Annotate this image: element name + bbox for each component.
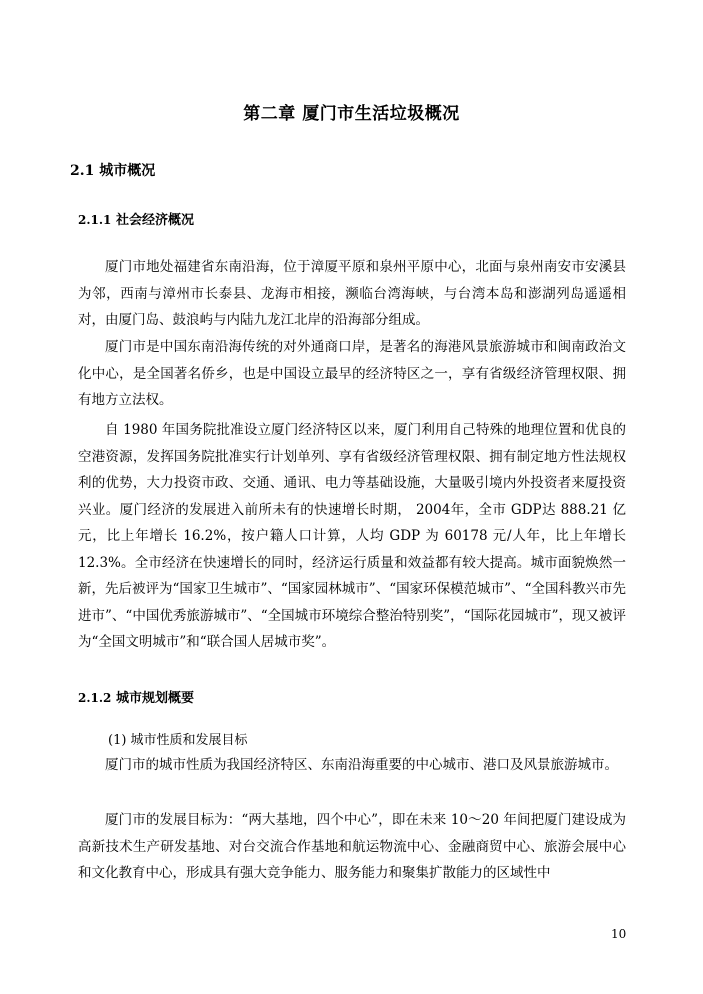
subsection-title: 社会经济概况 — [115, 213, 194, 228]
subsection-title: 城市规划概要 — [115, 691, 194, 706]
paragraph: 厦门市是中国东南沿海传统的对外通商口岸，是著名的海港风景旅游城市和闽南政治文化中心，是全国著名侨乡，也是中国设立最早的经济特区之一，享有省级经济管理权限、拥有地方立法权。 — [78, 339, 626, 408]
paragraph: 厦门市的城市性质为我国经济特区、东南沿海重要的中心城市、港口及风景旅游城市。 — [105, 757, 618, 773]
section-title: 城市概况 — [99, 163, 156, 179]
paragraph: 厦门市的发展目标为：“两大基地，四个中心”，即在未来 10～20 年间把厦门建设成为高新技术生产研发基地、对台交流合作基地和航运物流中心、金融商贸中心、旅游会展中心和文化教育中心，形成具有强大竞争能力、服务能力和聚集扩散能力的区域性中 — [78, 812, 626, 881]
paragraph: 厦门市地处福建省东南沿海，位于漳厦平原和泉州平原中心，北面与泉州南安市安溪县为邻，西南与漳州市长泰县、龙海市相接，濒临台湾海峡，与台湾本岛和澎湖列岛遥遥相对，由厦门岛、鼓浪屿与内陆九龙江北岸的沿海部分组成。 — [78, 259, 626, 328]
page-number: 10 — [611, 927, 627, 941]
subsection-heading-1 — [78, 211, 194, 230]
list-item-heading: (1) 城市性质和发展目标 — [108, 733, 248, 748]
subsection-number: 2.1.2 — [78, 691, 112, 705]
subsection-number: 2.1.1 — [78, 213, 112, 227]
paragraph: 自 1980 年国务院批准设立厦门经济特区以来，厦门利用自己特殊的地理位置和优良的空港资源，发挥国务院批准实行计划单列、享有省级经济管理权限、拥有制定地方性法规权利的优势，大力投资市政、交通、通讯、电力等基础设施，大量吸引境内外投资者来厦投资兴业。厦门经济的发展进入前所未有的快速增长时期， 2004年，全市 GDP达 888.21 亿元，比上年增长 16.2%，按户籍人口计算，人均 GDP 为 60178 元/人年，比上年增长 12.3%。全市经济在快速增长的同时，经济运行质量和效益都有较大提高。城市面貌焕然一新，先后被评为“国家卫生城市”、“国家园林城市”、“国家环保模范城市”、“全国科教兴市先进市”、“中国优秀旅游城市”、“全国城市环境综合整治特别奖”，“国际花园城市”，现又被评为“全国文明城市”和“联合国人居城市奖”。 — [78, 422, 626, 650]
section-heading — [70, 161, 155, 181]
section-number: 2.1 — [70, 163, 95, 179]
subsection-heading-2 — [78, 689, 194, 708]
chapter-title: 第二章 厦门市生活垃圾概况 — [243, 104, 460, 124]
